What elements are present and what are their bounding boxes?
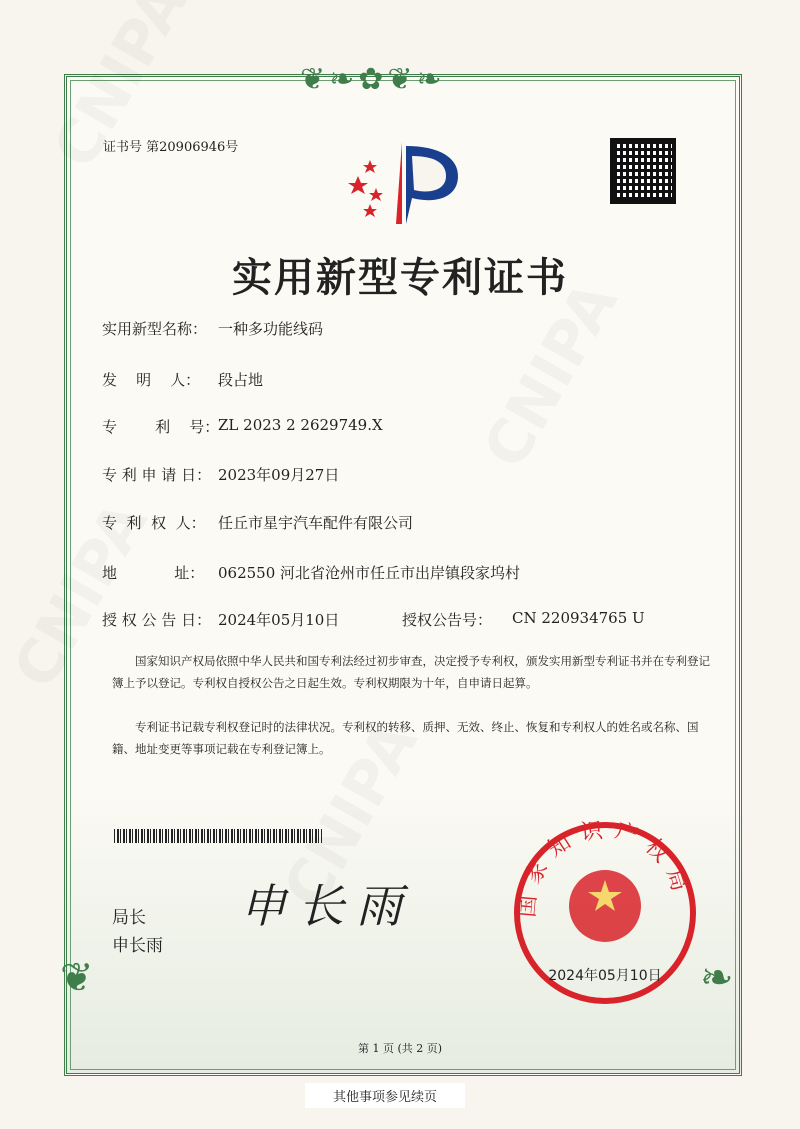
cnipa-logo [340, 138, 460, 228]
field-address: 地 址： 062550 河北省沧州市任丘市出岸镇段家坞村 [102, 564, 521, 582]
seal-text: 国家知识产权局 [514, 818, 695, 919]
corner-ornament: ❧ [700, 955, 734, 1001]
director-name: 申长雨 [112, 936, 163, 956]
barcode [114, 829, 322, 843]
statement-paragraph: 专利证书记载专利权登记时的法律状况。专利权的转移、质押、无效、终止、恢复和专利权人的姓名或名称、国籍、地址变更等事项记载在专利登记簿上。 [112, 720, 699, 756]
field-patent-number: 专 利 号： ZL 2023 2 2629749.X [102, 416, 383, 436]
seal-date: 2024年05月10日 [548, 968, 662, 984]
page-title: 实用新型专利证书 [232, 255, 568, 301]
field-name: 实用新型名称： 一种多功能线码 [102, 320, 324, 338]
certificate-number: 证书号 第20906946号 [103, 140, 239, 155]
field-grant-date: 授 权 公 告 日： 2024年05月10日 [102, 611, 340, 629]
page-info: 第 1 页 (共 2 页) [357, 1042, 443, 1055]
director-signature: 申长雨 [240, 879, 414, 933]
field-inventor: 发 明 人： 段占地 [102, 371, 264, 389]
field-announcement-number: 授权公告号： CN 220934765 U [402, 609, 645, 629]
official-seal [510, 818, 700, 1008]
footer-note: 其他事项参见续页 [305, 1083, 465, 1108]
corner-ornament: ❦ [60, 955, 94, 1001]
field-filing-date: 专 利 申 请 日： 2023年09月27日 [102, 466, 340, 484]
qr-code [610, 138, 676, 204]
director-title: 局长 [112, 908, 146, 928]
statement-paragraph: 国家知识产权局依照中华人民共和国专利法经过初步审查，决定授予专利权，颁发实用新型专利证书并在专利登记簿上予以登记。专利权自授权公告之日起生效。专利权期限为十年，自申请日起算。 [112, 654, 710, 690]
top-ornament: ❦❧✿❦❧ [300, 62, 446, 97]
field-patentee: 专 利 权 人： 任丘市星宇汽车配件有限公司 [102, 514, 414, 532]
